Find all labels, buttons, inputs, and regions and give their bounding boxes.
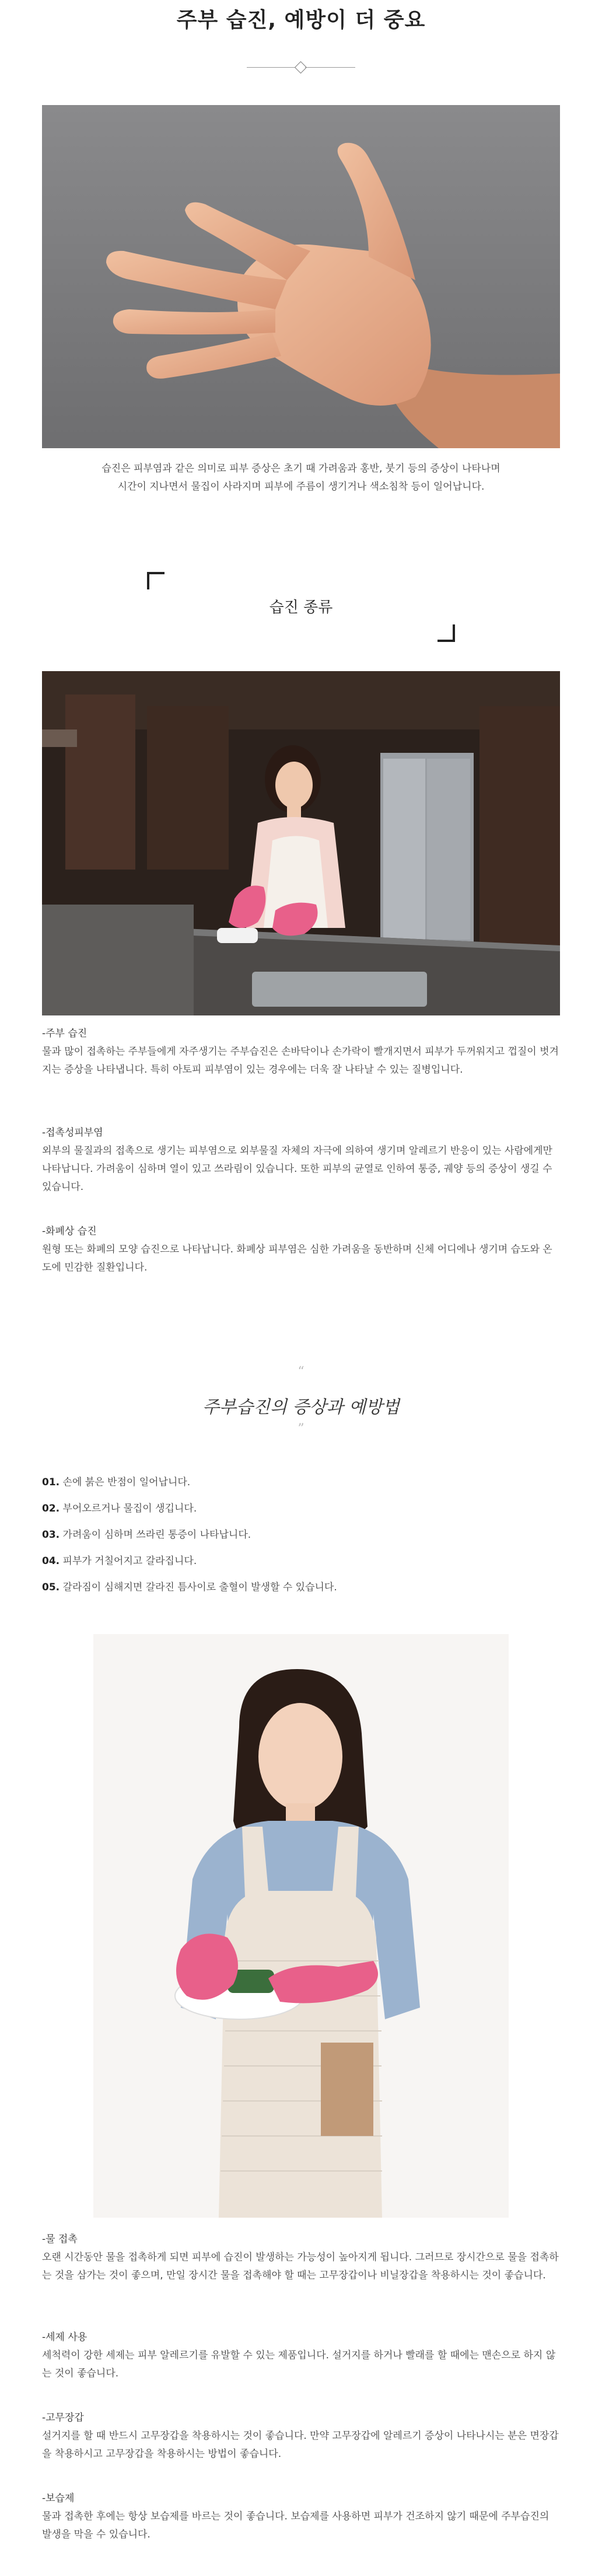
prevention-heading: -보습제 xyxy=(42,2493,75,2504)
quote-open-icon: “ xyxy=(298,1364,304,1379)
bracket-top-left xyxy=(147,572,164,589)
symptoms-list xyxy=(42,1469,560,1601)
types-title: 습진 종류 xyxy=(269,599,333,616)
type-body: 외부의 물질과의 접촉으로 생기는 피부염으로 외부물질 자체의 자극에 의하여 생기며 알레르기 반응이 있는 사람에게만 나타납니다. 가려움이 심하며 열이 있고 쓰라림이 있습니다. 또한 피부의 균열로 인하여 통증, 궤양 등의 증상이 생길 수 있습니다. xyxy=(42,1145,552,1193)
list-item: 03. 가려움이 심하며 쓰라린 통증이 나타납니다. xyxy=(42,1529,251,1541)
intro-line-2: 시간이 지나면서 물집이 사라지며 피부에 주름이 생기거나 색소침착 등이 일어납니다. xyxy=(117,481,485,493)
type-body: 원형 또는 화폐의 모양 습진으로 나타납니다. 화폐상 피부염은 심한 가려움을 동반하며 신체 어디에나 생기며 습도와 온도에 민감한 질환입니다. xyxy=(42,1244,552,1273)
type-item-1 xyxy=(42,1025,560,1079)
prevention-item-3 xyxy=(42,2409,560,2463)
page-title: 주부 습진, 예방이 더 중요 xyxy=(176,8,426,32)
type-heading: -화폐상 습진 xyxy=(42,1226,97,1237)
prevention-heading: -고무장갑 xyxy=(42,2412,84,2424)
type-item-2 xyxy=(42,1124,560,1196)
prevention-body: 물과 접촉한 후에는 항상 보습제를 바르는 것이 좋습니다. 보습제를 사용하면 피부가 건조하지 않기 때문에 주부습진의 발생을 막을 수 있습니다. xyxy=(42,2511,550,2540)
title-divider xyxy=(247,62,355,74)
kitchen-photo xyxy=(42,671,560,1015)
hand-photo xyxy=(42,105,560,448)
type-body: 물과 많이 접촉하는 주부들에게 자주생기는 주부습진은 손바닥이나 손가락이 빨개지면서 피부가 두꺼워지고 껍질이 벗겨지는 증상을 나타냅니다. 특히 아토피 피부염이 있는 경우에는 더욱 잘 나타날 수 있는 질병입니다. xyxy=(42,1046,559,1076)
intro-caption xyxy=(58,460,544,496)
prevention-item-1 xyxy=(42,2231,560,2285)
symptoms-title: 주부습진의 증상과 예방법 xyxy=(202,1397,400,1418)
quote-close-icon: ” xyxy=(298,1422,304,1436)
type-item-3 xyxy=(42,1223,560,1277)
prevention-heading: -물 접촉 xyxy=(42,2233,78,2245)
type-heading: -접촉성피부염 xyxy=(42,1127,103,1139)
prevention-item-4 xyxy=(42,2490,560,2544)
list-item: 01. 손에 붉은 반점이 일어납니다. xyxy=(42,1477,191,1488)
list-item: 05. 갈라짐이 심해지면 갈라진 틈사이로 출혈이 발생할 수 있습니다. xyxy=(42,1582,337,1593)
list-item: 04. 피부가 거칠어지고 갈라집니다. xyxy=(42,1555,197,1567)
prevention-body: 설거지를 할 때 반드시 고무장갑을 착용하시는 것이 좋습니다. 만약 고무장갑에 알레르기 증상이 나타나시는 분은 면장갑을 착용하시고 고무장갑을 착용하시는 방법이 좋습니다. xyxy=(42,2430,559,2460)
bracket-bottom-right xyxy=(438,624,455,642)
list-item: 02. 부어오르거나 물집이 생깁니다. xyxy=(42,1503,197,1514)
prevention-heading: -세제 사용 xyxy=(42,2331,88,2343)
prevention-item-2 xyxy=(42,2329,560,2383)
type-heading: -주부 습진 xyxy=(42,1028,88,1039)
apron-woman-photo xyxy=(93,1634,509,2218)
prevention-body: 오랜 시간동안 물을 접촉하게 되면 피부에 습진이 발생하는 가능성이 높아지게 됩니다. 그러므로 장시간으로 물을 접촉하는 것을 삼가는 것이 좋으며, 만일 장시간 물을 접촉해야 할 때는 고무장갑이나 비닐장갑을 착용하시는 것이 좋습니다. xyxy=(42,2252,559,2281)
intro-line-1: 습진은 피부염과 같은 의미로 피부 증상은 초기 때 가려움과 홍반, 붓기 등의 증상이 나타나며 xyxy=(102,463,501,474)
prevention-body: 세척력이 강한 세제는 피부 알레르기를 유발할 수 있는 제품입니다. 설거지를 하거나 빨래를 할 때에는 맨손으로 하지 않는 것이 좋습니다. xyxy=(42,2350,556,2379)
